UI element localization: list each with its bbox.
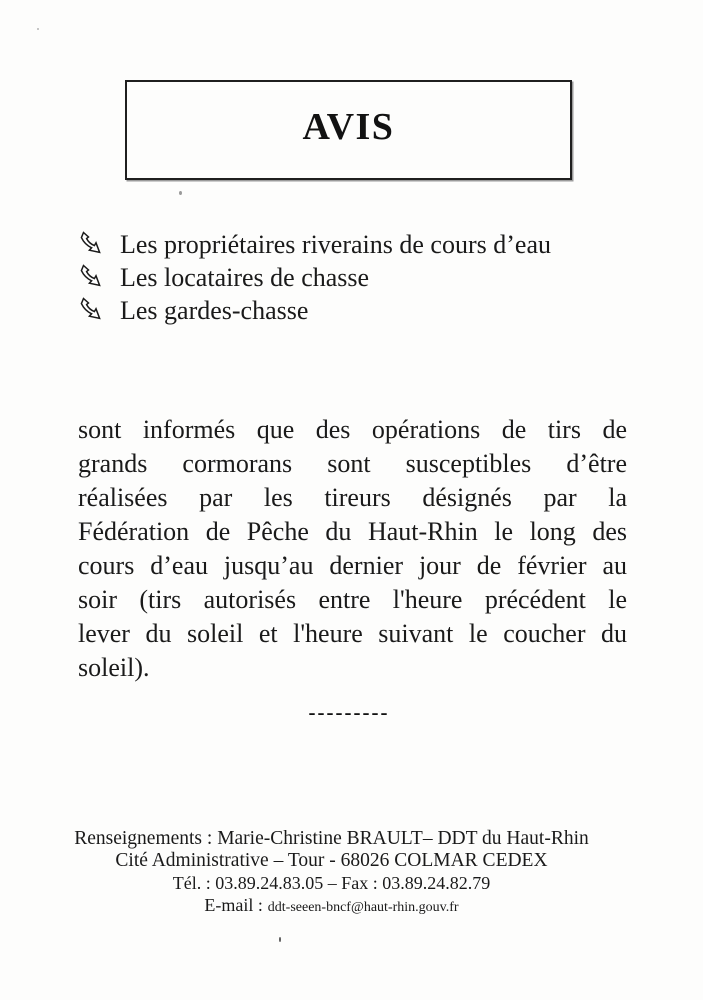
recipient-label: Les gardes-chasse [120, 296, 309, 325]
body-paragraph [78, 413, 627, 685]
body-line: soir (tirs autorisés entre l'heure précédent le [78, 585, 627, 614]
email-address: ddt-seeen-bncf@haut-rhin.gouv.fr [267, 900, 459, 915]
tear-off-arrow-icon [78, 297, 104, 323]
scan-speck [279, 937, 281, 942]
scan-speck [37, 28, 39, 30]
footer-contact-address: Cité Administrative – Tour - 68026 COLMAR CEDEX [115, 850, 548, 871]
body-line: cours d’eau jusqu’au dernier jour de février au [78, 551, 627, 580]
tear-off-arrow-icon [78, 231, 104, 257]
recipients-list [78, 228, 551, 327]
body-line: soleil). [78, 653, 150, 682]
body-line: Fédération de Pêche du Haut-Rhin le long des [78, 517, 627, 546]
footer-contact-block [0, 828, 663, 919]
recipient-label: Les locataires de chasse [120, 263, 370, 292]
list-item [78, 261, 551, 294]
notice-title-box [125, 80, 572, 180]
footer-contact-name: Renseignements : Marie-Christine BRAULT– DDT du Haut-Rhin [74, 828, 589, 849]
list-item [78, 228, 551, 261]
body-line: réalisées par les tireurs désignés par la [78, 483, 627, 512]
email-label: E-mail : [204, 895, 263, 915]
dashed-separator: --------- [308, 700, 390, 724]
page-title: AVIS [302, 106, 395, 148]
body-line: lever du soleil et l'heure suivant le coucher du [78, 619, 627, 648]
footer-contact-phone: Tél. : 03.89.24.83.05 – Fax : 03.89.24.82.79 [172, 873, 491, 893]
scan-speck [179, 191, 182, 195]
body-line: sont informés que des opérations de tirs de [78, 415, 627, 444]
recipient-label: Les propriétaires riverains de cours d’eau [120, 230, 551, 259]
list-item [78, 294, 551, 327]
footer-contact-email [0, 894, 663, 919]
body-line: grands cormorans sont susceptibles d’être [78, 449, 627, 478]
tear-off-arrow-icon [78, 264, 104, 290]
